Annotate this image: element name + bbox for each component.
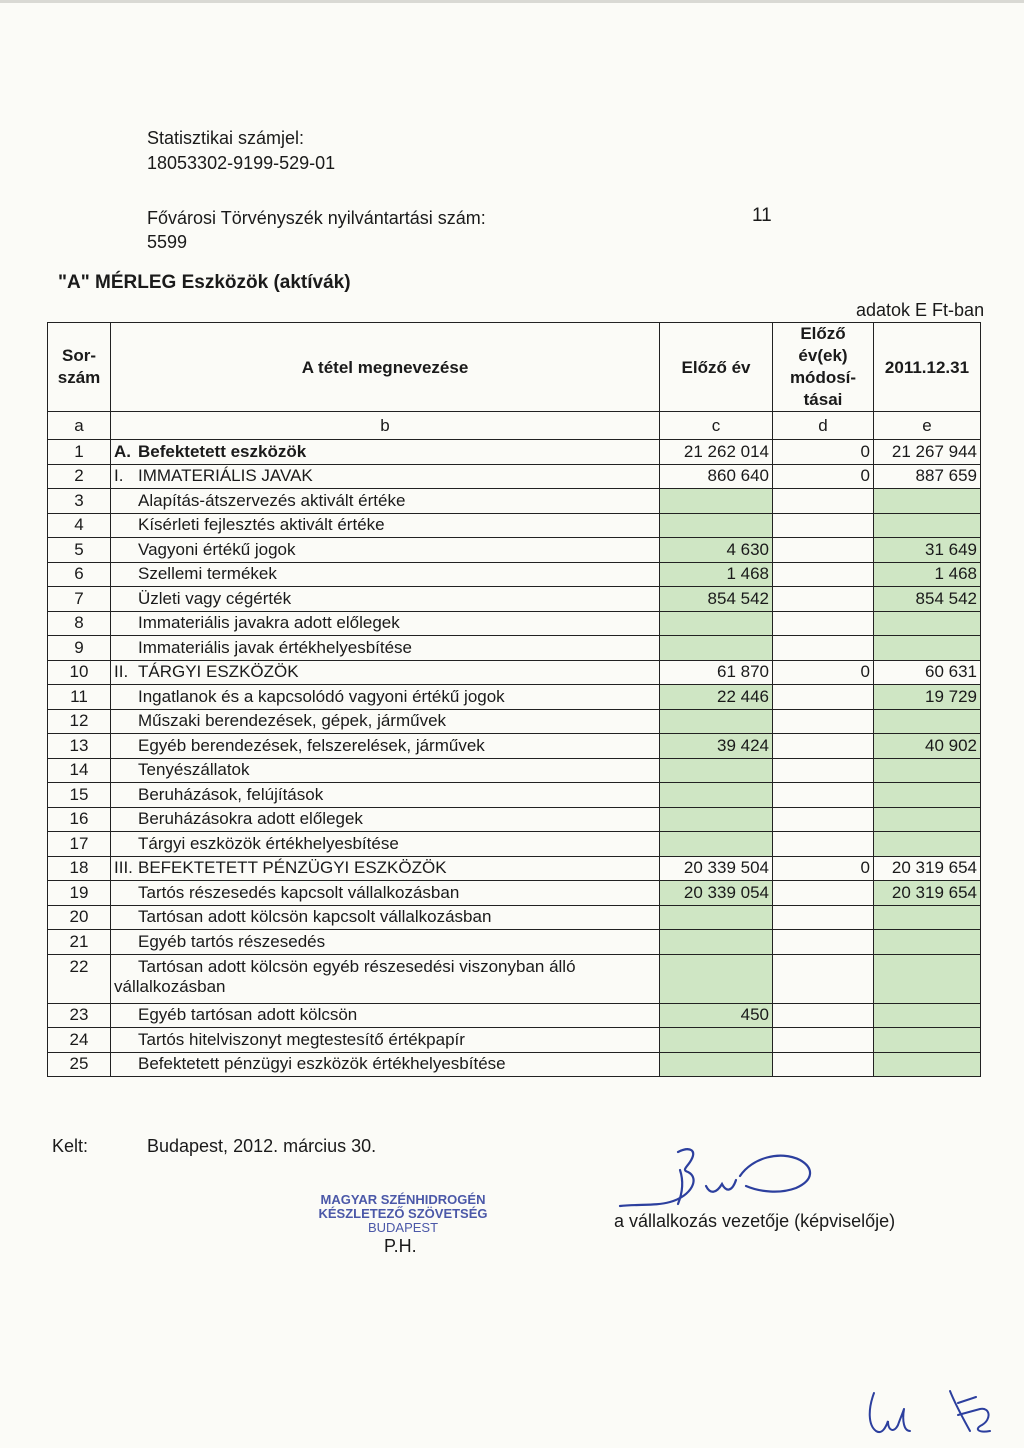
- table-row: [48, 464, 981, 489]
- row-prev-value: [660, 513, 773, 538]
- row-name-cell: [111, 832, 660, 857]
- row-number: 25: [48, 1052, 111, 1077]
- table-row: [48, 832, 981, 857]
- row-curr-value: 19 729: [874, 685, 981, 710]
- row-number: 8: [48, 611, 111, 636]
- row-prev-value: 61 870: [660, 660, 773, 685]
- row-name: Immateriális javakra adott előlegek: [138, 613, 400, 633]
- row-mod-value: 0: [773, 660, 874, 685]
- row-name-cell: [111, 611, 660, 636]
- row-curr-value: [874, 954, 981, 1003]
- stamp-line: MAGYAR SZÉNHIDROGÉN: [320, 1192, 486, 1207]
- table-row: [48, 440, 981, 465]
- row-prev-value: [660, 636, 773, 661]
- row-mod-value: [773, 611, 874, 636]
- row-name-cell: [111, 1052, 660, 1077]
- row-name: Egyéb berendezések, felszerelések, járművek: [138, 735, 485, 755]
- table-row: [48, 881, 981, 906]
- row-mod-value: [773, 734, 874, 759]
- table-row: [48, 562, 981, 587]
- row-curr-value: 31 649: [874, 538, 981, 563]
- row-name-cell: [111, 660, 660, 685]
- row-name: Immateriális javak értékhelyesbítése: [138, 637, 413, 657]
- col-header-prev: Előző év: [660, 323, 773, 412]
- row-curr-value: 21 267 944: [874, 440, 981, 465]
- initials: [858, 1375, 1008, 1443]
- row-name: Tenyészállatok: [138, 760, 250, 780]
- row-name-cell: [111, 464, 660, 489]
- row-mod-value: [773, 881, 874, 906]
- row-mod-value: 0: [773, 440, 874, 465]
- row-number: 2: [48, 464, 111, 489]
- row-curr-value: [874, 1052, 981, 1077]
- col-letter: c: [660, 412, 773, 440]
- row-name-cell: [111, 636, 660, 661]
- row-prev-value: 450: [660, 1003, 773, 1028]
- row-mod-value: [773, 832, 874, 857]
- row-mod-value: [773, 538, 874, 563]
- row-curr-value: 887 659: [874, 464, 981, 489]
- table-row: [48, 856, 981, 881]
- row-name-cell: [111, 783, 660, 808]
- row-name-cell: [111, 807, 660, 832]
- row-number: 16: [48, 807, 111, 832]
- row-number: 4: [48, 513, 111, 538]
- row-curr-value: [874, 611, 981, 636]
- row-name-cell: [111, 954, 660, 1003]
- row-name: Üzleti vagy cégérték: [138, 588, 292, 608]
- row-number: 23: [48, 1003, 111, 1028]
- row-curr-value: [874, 1003, 981, 1028]
- row-curr-value: 1 468: [874, 562, 981, 587]
- row-number: 24: [48, 1028, 111, 1053]
- row-name-cell: [111, 734, 660, 759]
- court-label: Fővárosi Törvényszék nyilvántartási szám:: [147, 208, 486, 228]
- row-number: 12: [48, 709, 111, 734]
- row-prev-value: 20 339 504: [660, 856, 773, 881]
- col-header-mod: Előző év(ek) módosí-tásai: [773, 323, 874, 412]
- row-name-cell: [111, 905, 660, 930]
- table-row: [48, 930, 981, 955]
- table-row: [48, 660, 981, 685]
- row-curr-value: [874, 832, 981, 857]
- row-number: 21: [48, 930, 111, 955]
- row-mod-value: [773, 807, 874, 832]
- stat-label: Statisztikai számjel:: [147, 128, 305, 148]
- row-name-cell: [111, 709, 660, 734]
- row-number: 18: [48, 856, 111, 881]
- row-mod-value: [773, 783, 874, 808]
- court-value: 5599: [147, 232, 188, 252]
- kelt-label: Kelt:: [52, 1136, 89, 1156]
- stamp-line: BUDAPEST: [367, 1220, 439, 1235]
- row-number: 3: [48, 489, 111, 514]
- page-number: 11: [752, 205, 772, 226]
- table-row: [48, 807, 981, 832]
- row-prefix: I.: [114, 466, 124, 486]
- row-number: 9: [48, 636, 111, 661]
- row-number: 15: [48, 783, 111, 808]
- row-mod-value: [773, 1003, 874, 1028]
- row-curr-value: [874, 807, 981, 832]
- row-curr-value: [874, 930, 981, 955]
- row-curr-value: 20 319 654: [874, 856, 981, 881]
- col-letter: b: [111, 412, 660, 440]
- row-prev-value: [660, 1052, 773, 1077]
- table-row: [48, 734, 981, 759]
- col-letter: d: [773, 412, 874, 440]
- row-name: Befektetett pénzügyi eszközök értékhelyesbítése: [138, 1054, 506, 1074]
- row-number: 6: [48, 562, 111, 587]
- row-name-cell: [111, 562, 660, 587]
- row-curr-value: [874, 758, 981, 783]
- table-row: [48, 538, 981, 563]
- row-name-cell: [111, 513, 660, 538]
- row-prev-value: [660, 954, 773, 1003]
- place-date: Budapest, 2012. március 30.: [147, 1136, 377, 1156]
- row-prev-value: [660, 758, 773, 783]
- row-curr-value: [874, 709, 981, 734]
- stamp-line: KÉSZLETEZŐ SZÖVETSÉG: [318, 1206, 488, 1221]
- row-curr-value: [874, 489, 981, 514]
- row-name: BEFEKTETETT PÉNZÜGYI ESZKÖZÖK: [138, 858, 447, 878]
- table-row: [48, 954, 981, 1003]
- row-prev-value: 1 468: [660, 562, 773, 587]
- row-curr-value: 854 542: [874, 587, 981, 612]
- row-name: Ingatlanok és a kapcsolódó vagyoni értékű jogok: [138, 686, 505, 706]
- table-row: [48, 905, 981, 930]
- page-top-edge: [0, 0, 1024, 3]
- row-curr-value: [874, 636, 981, 661]
- table-row: [48, 783, 981, 808]
- row-name-cell: [111, 685, 660, 710]
- row-prev-value: [660, 611, 773, 636]
- row-name-cell: [111, 1003, 660, 1028]
- row-number: 19: [48, 881, 111, 906]
- col-header-name: A tétel megnevezése: [111, 323, 660, 412]
- row-number: 10: [48, 660, 111, 685]
- balance-sheet-table: [47, 322, 981, 1077]
- row-curr-value: [874, 513, 981, 538]
- row-prev-value: 854 542: [660, 587, 773, 612]
- row-prev-value: [660, 709, 773, 734]
- row-prev-value: 39 424: [660, 734, 773, 759]
- row-prev-value: [660, 783, 773, 808]
- row-prev-value: 22 446: [660, 685, 773, 710]
- row-name-cell: [111, 758, 660, 783]
- row-mod-value: [773, 758, 874, 783]
- row-name: IMMATERIÁLIS JAVAK: [138, 466, 313, 486]
- row-name-cell: [111, 489, 660, 514]
- row-prefix: III.: [114, 858, 133, 878]
- row-name-cell: [111, 856, 660, 881]
- row-mod-value: 0: [773, 464, 874, 489]
- table-row: [48, 758, 981, 783]
- col-header-no: Sor-szám: [48, 323, 111, 412]
- row-prefix: II.: [114, 662, 129, 682]
- row-mod-value: [773, 636, 874, 661]
- row-name: Befektetett eszközök: [138, 441, 307, 461]
- row-name-cell: [111, 930, 660, 955]
- row-name: Egyéb tartósan adott kölcsön: [138, 1005, 358, 1025]
- row-name: Tartósan adott kölcsön kapcsolt vállalkozásban: [138, 907, 492, 927]
- row-curr-value: [874, 905, 981, 930]
- signatory-label: a vállalkozás vezetője (képviselője): [614, 1211, 896, 1231]
- row-mod-value: [773, 587, 874, 612]
- row-prev-value: [660, 807, 773, 832]
- table-row: [48, 1028, 981, 1053]
- row-number: 1: [48, 440, 111, 465]
- row-prev-value: [660, 832, 773, 857]
- row-name: Tartós részesedés kapcsolt vállalkozásban: [138, 882, 460, 902]
- col-header-curr: 2011.12.31: [874, 323, 981, 412]
- row-name: Vagyoni értékű jogok: [138, 539, 296, 559]
- table-row: [48, 685, 981, 710]
- row-mod-value: [773, 562, 874, 587]
- row-name: Műszaki berendezések, gépek, járművek: [138, 711, 447, 731]
- row-prev-value: [660, 489, 773, 514]
- row-mod-value: [773, 1052, 874, 1077]
- row-prefix: A.: [114, 441, 131, 461]
- row-mod-value: [773, 930, 874, 955]
- row-number: 22: [48, 954, 111, 1003]
- row-mod-value: [773, 709, 874, 734]
- row-name: Tartós hitelviszonyt megtestesítő értékpapír: [138, 1029, 465, 1049]
- row-mod-value: [773, 685, 874, 710]
- row-mod-value: [773, 905, 874, 930]
- table-row: [48, 611, 981, 636]
- row-name-cell: [111, 538, 660, 563]
- row-name-cell: [111, 1028, 660, 1053]
- row-prev-value: 20 339 054: [660, 881, 773, 906]
- ph-label: P.H.: [384, 1236, 417, 1256]
- row-number: 7: [48, 587, 111, 612]
- table-row: [48, 709, 981, 734]
- table-row: [48, 1003, 981, 1028]
- stat-value: 18053302-9199-529-01: [147, 153, 336, 173]
- row-number: 17: [48, 832, 111, 857]
- row-mod-value: [773, 489, 874, 514]
- row-number: 11: [48, 685, 111, 710]
- row-prev-value: 860 640: [660, 464, 773, 489]
- row-name: TÁRGYI ESZKÖZÖK: [138, 662, 299, 682]
- row-prev-value: 4 630: [660, 538, 773, 563]
- row-name: Kísérleti fejlesztés aktivált értéke: [138, 515, 385, 535]
- row-name: Beruházások, felújítások: [138, 784, 324, 804]
- row-mod-value: [773, 513, 874, 538]
- col-letter: a: [48, 412, 111, 440]
- row-name-cell: [111, 440, 660, 465]
- row-number: 20: [48, 905, 111, 930]
- row-mod-value: [773, 954, 874, 1003]
- row-number: 5: [48, 538, 111, 563]
- row-curr-value: [874, 783, 981, 808]
- row-name: Tartósan adott kölcsön egyéb részesedési viszonyban álló vállalkozásban: [114, 956, 576, 996]
- row-mod-value: 0: [773, 856, 874, 881]
- table-row: [48, 513, 981, 538]
- row-mod-value: [773, 1028, 874, 1053]
- col-letter: e: [874, 412, 981, 440]
- table-row: [48, 587, 981, 612]
- row-curr-value: [874, 1028, 981, 1053]
- row-name: Alapítás-átszervezés aktivált értéke: [138, 490, 406, 510]
- row-prev-value: [660, 1028, 773, 1053]
- table-row: [48, 1052, 981, 1077]
- company-stamp: [300, 1193, 506, 1235]
- row-prev-value: [660, 930, 773, 955]
- unit-note: adatok E Ft-ban: [856, 300, 985, 320]
- table-row: [48, 489, 981, 514]
- row-number: 13: [48, 734, 111, 759]
- row-curr-value: 20 319 654: [874, 881, 981, 906]
- row-curr-value: 60 631: [874, 660, 981, 685]
- row-name-cell: [111, 881, 660, 906]
- table-row: [48, 636, 981, 661]
- row-prev-value: 21 262 014: [660, 440, 773, 465]
- row-curr-value: 40 902: [874, 734, 981, 759]
- row-number: 14: [48, 758, 111, 783]
- row-name: Beruházásokra adott előlegek: [138, 809, 363, 829]
- page-title: "A" MÉRLEG Eszközök (aktívák): [58, 272, 351, 293]
- row-name: Egyéb tartós részesedés: [138, 931, 326, 951]
- row-name: Tárgyi eszközök értékhelyesbítése: [138, 833, 399, 853]
- row-name-cell: [111, 587, 660, 612]
- row-name: Szellemi termékek: [138, 564, 277, 584]
- row-prev-value: [660, 905, 773, 930]
